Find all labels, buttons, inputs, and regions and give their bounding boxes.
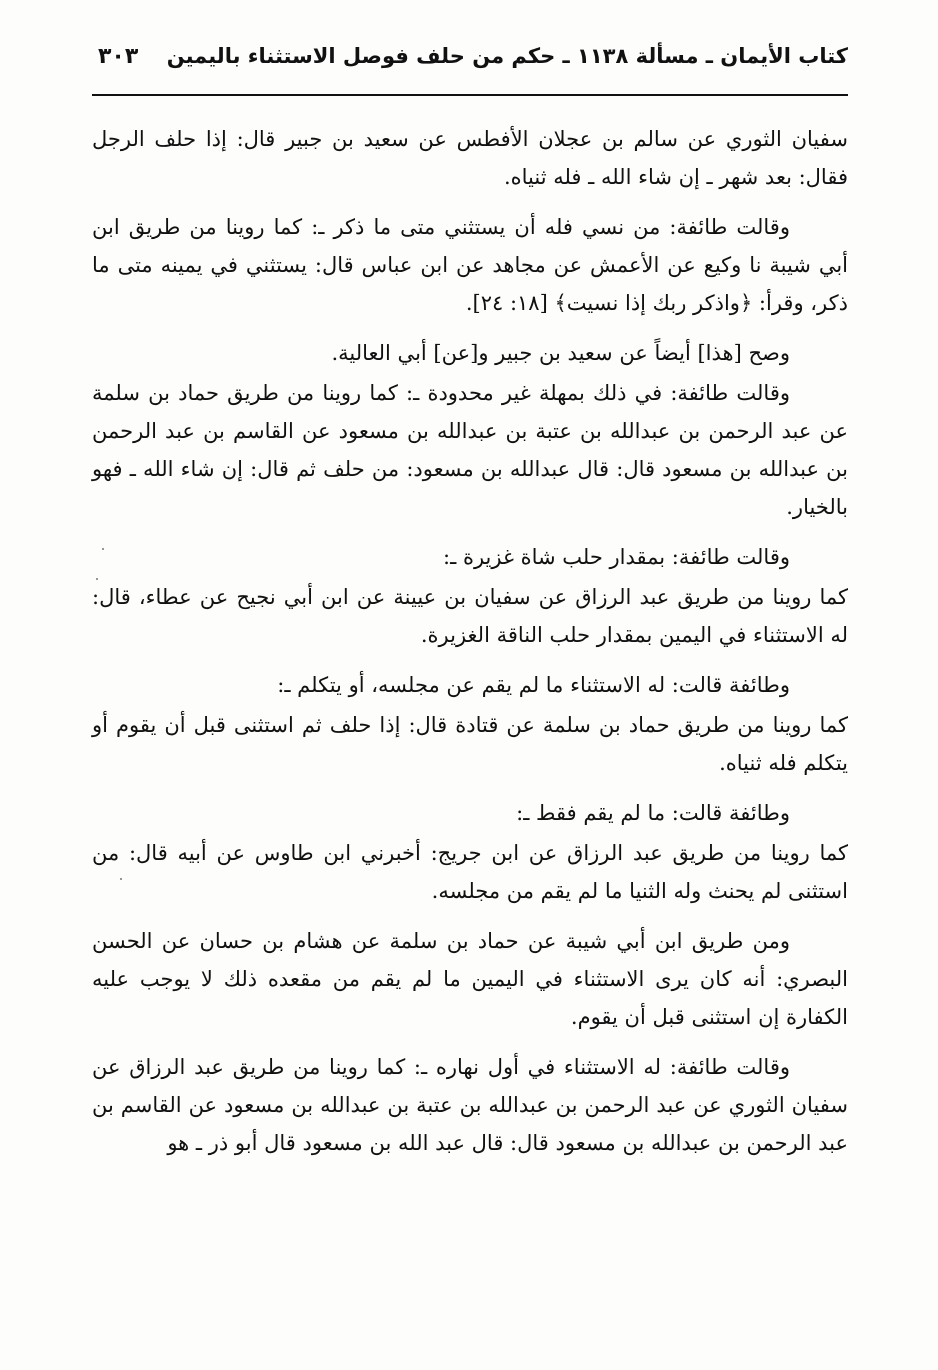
page-body [92,120,848,1174]
paragraph-2: وقالت طائفة: من نسي فله أن يستثني متى ما ذكر ـ: كما روينا من طريق ابن أبي شيبة نا وكيع عن الأعمش عن مجاهد عن ابن عباس قال: يستثني في يمينه متى ما ذكر، وقرأ: ﴿واذكر ربك إذا نسيت﴾ [١٨: ٢٤]. [92,215,848,315]
paragraph-5: وقالت طائفة: بمقدار حلب شاة غزيرة ـ: [443,545,790,569]
scan-speck [120,878,122,880]
paragraph-3: وصح [هذا] أيضاً عن سعيد بن جبير و[عن] أبي العالية. [331,341,790,365]
paragraph-9: وطائفة قالت: ما لم يقم فقط ـ: [516,801,790,825]
paragraph-1: سفيان الثوري عن سالم بن عجلان الأفطس عن سعيد بن جبير قال: إذا حلف الرجل فقال: بعد شهر ـ إن شاء الله ـ فله ثنياه. [92,127,848,189]
header-rule [92,94,848,96]
paragraph-6: كما روينا من طريق عبد الرزاق عن سفيان بن عيينة عن ابن أبي نجيح عن عطاء، قال: له الاستثناء في اليمين بمقدار حلب الناقة الغزيرة. [92,585,848,647]
paragraph-10: كما روينا من طريق عبد الرزاق عن ابن جريج: أخبرني ابن طاوس عن أبيه قال: من استثنى لم يحنث وله الثنيا ما لم يقم من مجلسه. [92,841,848,903]
running-header [92,44,848,84]
scan-speck [102,548,104,550]
scan-speck [96,578,98,580]
paragraph-12: وقالت طائفة: له الاستثناء في أول نهاره ـ: كما روينا من طريق عبد الرزاق عن سفيان الثوري عن عبد الرحمن بن عبدالله بن عتبة بن عبدالله بن مسعود عن القاسم بن عبد الرحمن بن عبدالله بن مسعود قال: قال عبد الله بن مسعود قال أبو ذر ـ هو [92,1055,848,1155]
paragraph-7: وطائفة قالت: له الاستثناء ما لم يقم عن مجلسه، أو يتكلم ـ: [277,673,790,697]
header-title: كتاب الأيمان ـ مسألة ١١٣٨ ـ حكم من حلف فوصل الاستثناء باليمين [166,44,848,68]
paragraph-8: كما روينا من طريق حماد بن سلمة عن قتادة قال: إذا حلف ثم استثنى قبل أن يقوم أو يتكلم فله ثنياه. [92,713,848,775]
paragraph-4: وقالت طائفة: في ذلك بمهلة غير محدودة ـ: كما روينا من طريق حماد بن سلمة عن عبد الرحمن بن عبدالله بن عتبة بن عبدالله بن مسعود عن القاسم بن عبد الرحمن بن عبدالله بن مسعود قال: قال عبدالله بن مسعود: من حلف ثم قال: إن شاء الله ـ فهو بالخيار. [92,381,848,519]
page-number: ٣٠٣ [98,44,139,69]
paragraph-11: ومن طريق ابن أبي شيبة عن حماد بن سلمة عن هشام بن حسان عن الحسن البصري: أنه كان يرى الاستثناء في اليمين ما لم يقم من مقعده ذلك لا يوجب عليه الكفارة إن استثنى قبل أن يقوم. [92,929,848,1029]
